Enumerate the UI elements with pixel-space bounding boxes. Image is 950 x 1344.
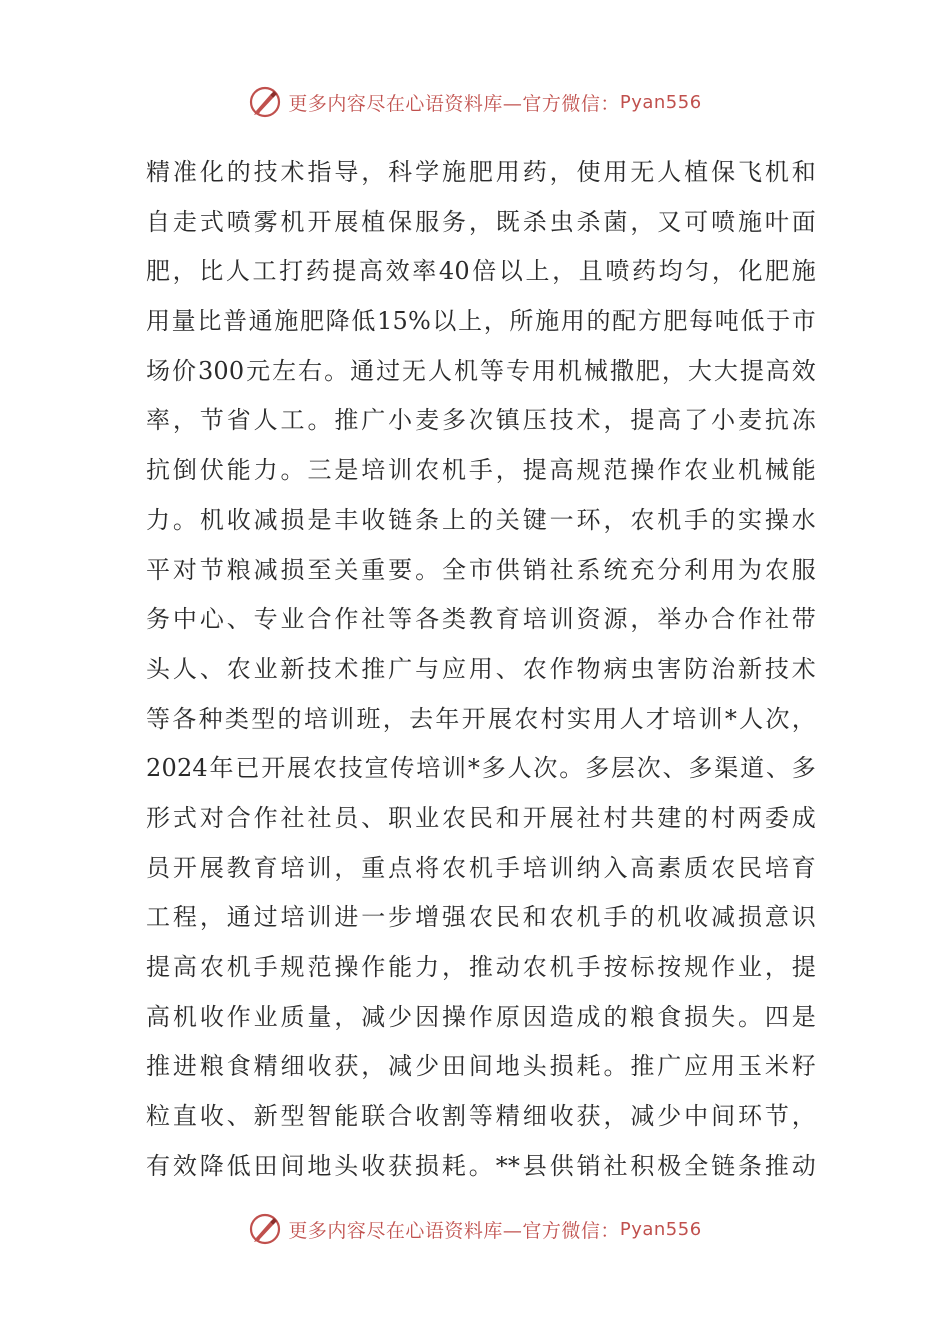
body-line: 高机收作业质量，减少因操作原因造成的粮食损失。四是 bbox=[146, 1002, 816, 1031]
body-line: 抗倒伏能力。三是培训农机手，提高规范操作农业机械能 bbox=[146, 456, 816, 485]
body-line: 员开展教育培训，重点将农机手培训纳入高素质农民培育 bbox=[146, 853, 816, 882]
body-line: 精准化的技术指导，科学施肥用药，使用无人植保飞机和 bbox=[146, 158, 816, 186]
body-line: 工程，通过培训进一步增强农民和农机手的机收减损意识 bbox=[146, 903, 816, 932]
body-line: 提高农机手规范操作能力，推动农机手按标按规作业，提 bbox=[146, 953, 816, 981]
body-line: 有效降低田间地头收获损耗。**县供销社积极全链条推动 bbox=[146, 1151, 816, 1180]
document-body bbox=[146, 148, 816, 1191]
body-line: 形式对合作社社员、职业农民和开展社村共建的村两委成 bbox=[146, 803, 816, 832]
body-line: 平对节粮减损至关重要。全市供销社系统充分利用为农服 bbox=[146, 555, 816, 584]
body-line: 肥，比人工打药提高效率40倍以上，且喷药均匀，化肥施 bbox=[146, 257, 816, 286]
body-line: 等各种类型的培训班，去年开展农村实用人才培训*人次， bbox=[146, 704, 816, 733]
body-line: 自走式喷雾机开展植保服务，既杀虫杀菌，又可喷施叶面 bbox=[146, 207, 816, 236]
body-line: 头人、农业新技术推广与应用、农作物病虫害防治新技术 bbox=[146, 654, 816, 683]
footer-wechat-id: Pyan556 bbox=[619, 1218, 702, 1240]
body-line: 推进粮食精细收获，减少田间地头损耗。推广应用玉米籽 bbox=[146, 1052, 816, 1081]
brush-pen-logo-icon bbox=[248, 85, 282, 119]
body-line: 用量比普通施肥降低15%以上，所施用的配方肥每吨低于市 bbox=[146, 307, 816, 336]
header-banner bbox=[0, 82, 950, 122]
header-wechat-id: Pyan556 bbox=[619, 91, 702, 113]
body-line: 力。机收减损是丰收链条上的关键一环，农机手的实操水 bbox=[146, 505, 816, 534]
body-line: 粒直收、新型智能联合收割等精细收获，减少中间环节， bbox=[146, 1102, 816, 1131]
header-banner-text: 更多内容尽在心语资料库—官方微信： bbox=[288, 92, 620, 115]
brush-pen-logo-icon bbox=[248, 1212, 282, 1246]
footer-banner bbox=[0, 1209, 950, 1249]
footer-banner-text: 更多内容尽在心语资料库—官方微信： bbox=[288, 1219, 620, 1242]
body-line: 率，节省人工。推广小麦多次镇压技术，提高了小麦抗冻 bbox=[146, 406, 816, 435]
body-line: 2024年已开展农技宣传培训*多人次。多层次、多渠道、多 bbox=[146, 754, 816, 783]
body-line: 务中心、专业合作社等各类教育培训资源，举办合作社带 bbox=[146, 605, 816, 634]
body-line: 场价300元左右。通过无人机等专用机械撒肥，大大提高效 bbox=[146, 356, 816, 385]
